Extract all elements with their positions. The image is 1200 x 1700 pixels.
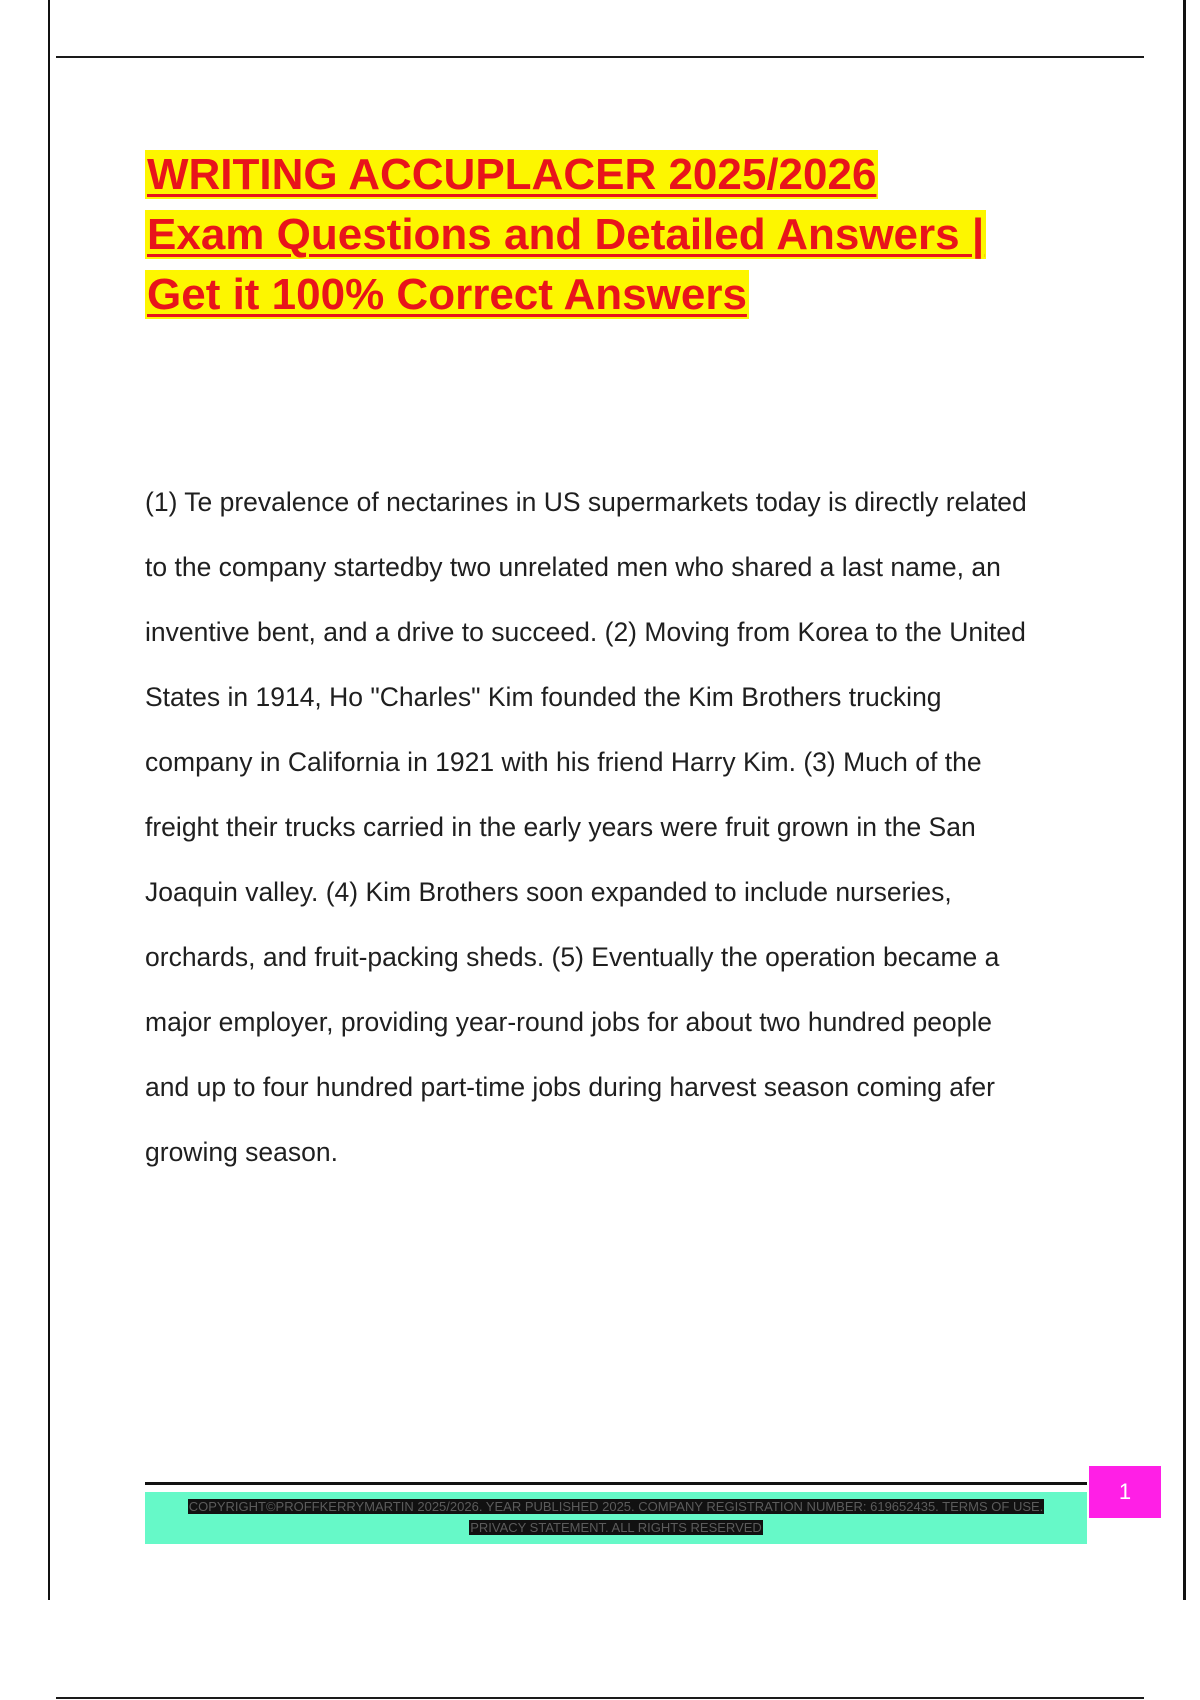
title-line: Exam Questions and Detailed Answers | — [147, 210, 985, 259]
passage-line: freight their trucks carried in the early years were fruit grown in the San — [145, 812, 976, 842]
footer-rule — [145, 1482, 1087, 1485]
page-bottom-rule — [56, 1697, 1144, 1699]
copyright-footer — [145, 1492, 1087, 1544]
page-border-right — [1183, 0, 1186, 1600]
passage-line: and up to four hundred part-time jobs during harvest season coming afer — [145, 1072, 995, 1102]
page-border-left — [48, 0, 50, 1600]
page-number: 1 — [1089, 1466, 1161, 1518]
passage-line: States in 1914, Ho "Charles" Kim founded the Kim Brothers trucking — [145, 682, 942, 712]
passage-paragraph — [145, 470, 1105, 1185]
copyright-text: COPYRIGHT©PROFFKERRYMARTIN 2025/2026. YEAR PUBLISHED 2025. COMPANY REGISTRATION NUMBER: 619652435. TERMS OF USE. — [188, 1499, 1044, 1514]
passage-line: major employer, providing year-round jobs for about two hundred people — [145, 1007, 993, 1037]
passage-line: growing season. — [145, 1137, 338, 1167]
title-line: Get it 100% Correct Answers — [147, 270, 747, 319]
header-rule — [56, 56, 1144, 58]
copyright-text: PRIVACY STATEMENT. ALL RIGHTS RESERVED — [470, 1520, 762, 1535]
passage-line: to the company startedby two unrelated men who shared a last name, an — [145, 552, 1001, 582]
passage-line: (1) Te prevalence of nectarines in US supermarkets today is directly related — [145, 487, 1027, 517]
title-line: WRITING ACCUPLACER 2025/2026 — [147, 150, 877, 199]
passage-line: Joaquin valley. (4) Kim Brothers soon expanded to include nurseries, — [145, 877, 952, 907]
document-title — [145, 145, 1105, 325]
passage-line: inventive bent, and a drive to succeed. (2) Moving from Korea to the United — [145, 617, 1026, 647]
passage-line: orchards, and fruit-packing sheds. (5) Eventually the operation became a — [145, 942, 1000, 972]
passage-line: company in California in 1921 with his friend Harry Kim. (3) Much of the — [145, 747, 982, 777]
